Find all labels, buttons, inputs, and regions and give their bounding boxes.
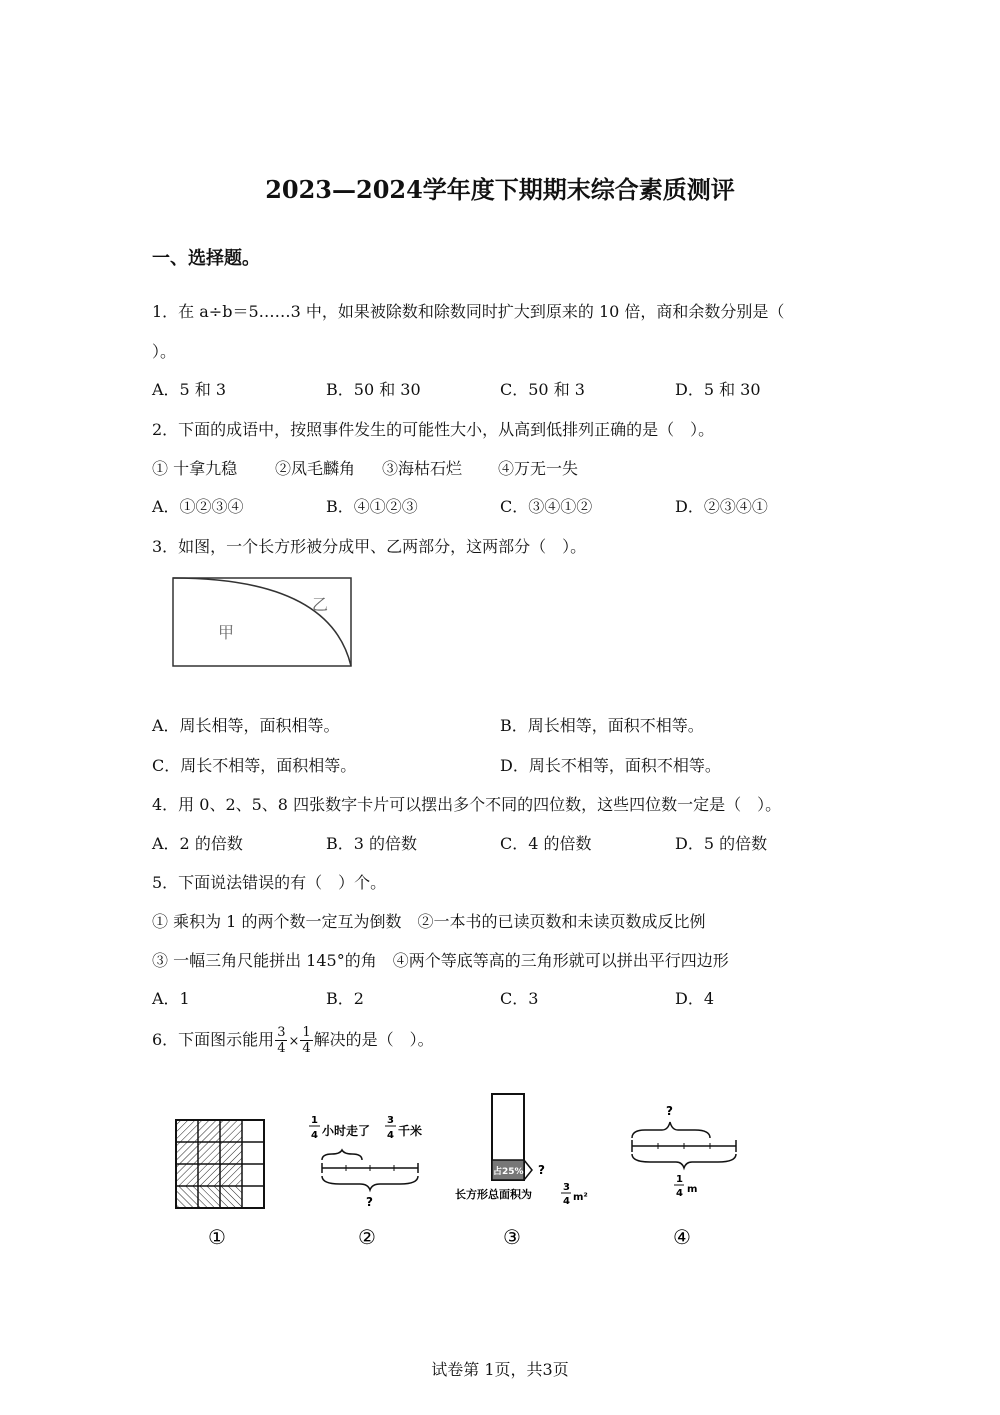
q3-label-yi: 乙 (312, 595, 329, 614)
q4-option-b: B．3 的倍数 (326, 834, 418, 853)
q1-stem: 1．在 a÷b＝5……3 中，如果被除数和除数同时扩大到原来的 10 倍，商和余数分别是（ (152, 302, 785, 321)
q5-option-d: D．4 (675, 989, 715, 1008)
q6-times-sign: × (288, 1034, 300, 1049)
q6-stem-post: 解决的是（ ）。 (313, 1030, 434, 1049)
q6-figure-label-4: ④ (673, 1225, 691, 1249)
q3-option-d: D．周长不相等，面积不相等。 (500, 756, 721, 775)
svg-text:4: 4 (311, 1130, 318, 1141)
svg-text:小时走了: 小时走了 (322, 1124, 371, 1138)
q2-item-3: ③海枯石烂 (382, 459, 463, 478)
q6-stem (152, 1025, 434, 1056)
q1-option-c: C．50 和 3 (500, 380, 585, 399)
svg-text:m²: m² (573, 1192, 588, 1203)
svg-text:千米: 千米 (398, 1124, 423, 1138)
q5-statements-1: ① 乘积为 1 的两个数一定互为倒数 ②一本书的已读页数和未读页数成反比例 (152, 912, 706, 931)
q6-figure-label-1: ① (208, 1225, 226, 1249)
q3-figure (170, 575, 355, 670)
q2-item-2: ②凤毛麟角 (275, 459, 356, 478)
q5-option-b: B．2 (326, 989, 364, 1008)
q5-option-a: A．1 (152, 989, 190, 1008)
q1-stem-cont: ）。 (152, 342, 177, 361)
svg-text:4: 4 (676, 1188, 683, 1199)
page-footer: 试卷第 1页，共3页 (431, 1360, 569, 1379)
q6-figures (150, 1080, 770, 1255)
q6-fraction-1: $\frac{3}{4}$ (277, 1025, 286, 1056)
q3-stem: 3．如图，一个长方形被分成甲、乙两部分，这两部分（ ）。 (152, 537, 587, 556)
q2-option-b: B．④①②③ (326, 497, 418, 516)
q1-option-a: A．5 和 3 (152, 380, 227, 399)
svg-text:?: ? (666, 1104, 673, 1118)
q1-option-d: D．5 和 30 (675, 380, 761, 399)
svg-text:长方形总面积为: 长方形总面积为 (455, 1188, 532, 1201)
q5-stem: 5．下面说法错误的有（ ）个。 (152, 873, 387, 892)
svg-text:4: 4 (387, 1130, 394, 1141)
svg-text:4: 4 (563, 1196, 570, 1207)
q3-curve (173, 578, 351, 666)
q3-rectangle (173, 578, 351, 666)
q4-stem: 4．用 0、2、5、8 四张数字卡片可以摆出多个不同的四位数，这些四位数一定是（ ）。 (152, 795, 782, 814)
q5-statements-2: ③ 一幅三角尺能拼出 145°的角 ④两个等底等高的三角形就可以拼出平行四边形 (152, 951, 729, 970)
q2-option-a: A．①②③④ (152, 497, 244, 516)
svg-text:3: 3 (387, 1115, 394, 1126)
q4-option-a: A．2 的倍数 (152, 834, 243, 853)
svg-text:?: ? (538, 1163, 545, 1177)
q2-item-1: ① 十拿九稳 (152, 459, 238, 478)
q6-figure-1-grid (176, 1120, 264, 1208)
q2-stem: 2．下面的成语中，按照事件发生的可能性大小，从高到低排列正确的是（ ）。 (152, 420, 715, 439)
svg-text:1: 1 (311, 1115, 318, 1126)
q4-option-c: C．4 的倍数 (500, 834, 592, 853)
svg-text:占25%: 占25% (493, 1167, 524, 1177)
svg-text:?: ? (366, 1195, 373, 1209)
page-title: 2023—2024学年度下期期末综合素质测评 (265, 175, 735, 204)
q6-figure-2-line-diagram (309, 1115, 422, 1209)
q1-option-b: B．50 和 30 (326, 380, 421, 399)
q6-figure-label-2: ② (358, 1225, 376, 1249)
q2-item-4: ④万无一失 (498, 459, 579, 478)
q3-option-c: C．周长不相等，面积相等。 (152, 756, 357, 775)
q5-option-c: C．3 (500, 989, 539, 1008)
q3-option-a: A．周长相等，面积相等。 (152, 716, 340, 735)
q6-figure-3-rectangle (455, 1094, 588, 1207)
q6-fraction-2: $\frac{1}{4}$ (302, 1025, 311, 1056)
svg-text:m: m (687, 1184, 698, 1195)
q6-figure-4-line-diagram (632, 1104, 736, 1199)
section-heading: 一、选择题。 (152, 248, 260, 269)
q4-option-d: D．5 的倍数 (675, 834, 768, 853)
q3-option-b: B．周长相等，面积不相等。 (500, 716, 704, 735)
q6-figure-label-3: ③ (503, 1225, 521, 1249)
svg-text:1: 1 (676, 1174, 683, 1185)
q2-option-c: C．③④①② (500, 497, 593, 516)
q2-option-d: D．②③④① (675, 497, 768, 516)
svg-text:3: 3 (563, 1182, 570, 1193)
q6-stem-pre: 6．下面图示能用 (152, 1030, 275, 1049)
q3-label-jia: 甲 (218, 623, 235, 642)
